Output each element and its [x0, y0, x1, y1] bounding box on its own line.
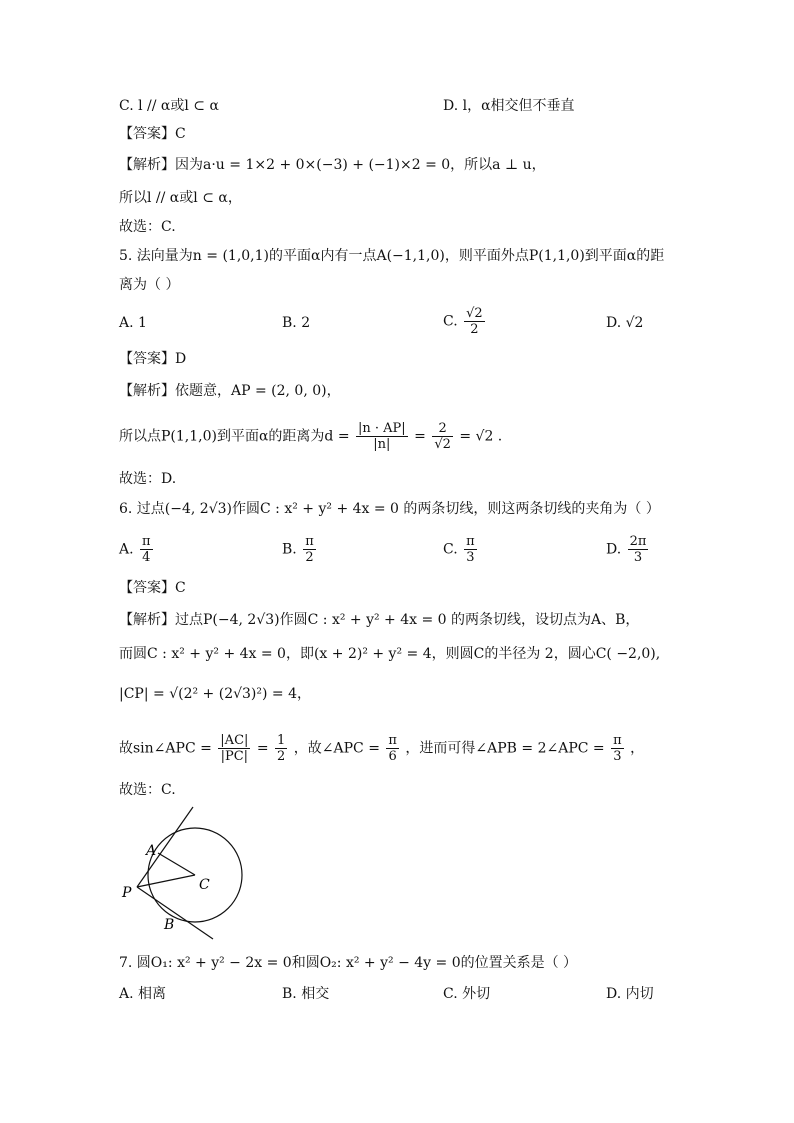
label-a: A — [146, 843, 157, 859]
q5-option-b: B. 2 — [282, 315, 311, 331]
q5-value-fraction — [432, 421, 453, 452]
q6-option-b-num: π — [305, 534, 314, 549]
q7-option-b: B. 相交 — [282, 986, 330, 1002]
q4-answer: 【答案】C — [119, 126, 186, 142]
q6-apc-fraction — [386, 733, 399, 764]
q5-stem-2: 离为（ ） — [119, 277, 180, 293]
q6-analysis-4-eq: = — [256, 740, 269, 757]
q6-option-c-den: 3 — [466, 550, 475, 565]
q6-half-den: 2 — [277, 749, 286, 764]
q6-option-c — [443, 534, 479, 565]
tangent-line-lower — [137, 887, 213, 939]
q5-distance-fraction — [356, 421, 408, 452]
q6-option-c-fraction — [464, 534, 477, 565]
q6-analysis-1: 【解析】过点P(−4, 2√3)作圆C : x² + y² + 4x = 0 的两条切线，设切点为A、B， — [119, 612, 640, 628]
q6-analysis-4-mid2: ，进而可得∠APB = 2∠APC = — [405, 740, 605, 757]
q6-option-d-num: 2π — [629, 534, 647, 549]
q4-option-c: C. l // α或l ⊂ α — [119, 98, 219, 114]
q5-conclusion: 故选：D. — [119, 471, 177, 487]
segment-pc — [137, 875, 195, 887]
q6-stem: 6. 过点(−4, 2√3)作圆C : x² + y² + 4x = 0 的两条切线，则这两条切线的夹角为（ ） — [119, 501, 660, 517]
q5-distance-den: |n| — [373, 437, 391, 452]
q5-option-c-den: 2 — [470, 322, 479, 337]
q6-option-b-fraction — [303, 534, 316, 565]
q6-option-c-label: C. — [443, 541, 458, 558]
q4-analysis-1: 【解析】因为a·u = 1×2 + 0×(−3) + (−1)×2 = 0，所以a ⊥ u， — [119, 157, 546, 173]
q4-conclusion: 故选：C. — [119, 219, 176, 235]
q6-option-c-num: π — [466, 534, 475, 549]
label-b: B — [164, 917, 175, 933]
q5-distance-num: |n · AP| — [358, 421, 406, 436]
q6-option-b — [282, 534, 318, 565]
q6-analysis-2: 而圆C : x² + y² + 4x = 0，即(x + 2)² + y² = 4，则圆C的半径为 2，圆心C( −2,0), — [119, 646, 661, 662]
q6-half-num: 1 — [277, 733, 286, 748]
label-c: C — [199, 877, 210, 893]
q6-apb-fraction — [611, 733, 624, 764]
q5-option-d: D. √2 — [606, 315, 644, 331]
q5-value-den: √2 — [434, 437, 451, 452]
q6-option-b-den: 2 — [305, 550, 314, 565]
q6-analysis-3: |CP| = √(2² + (2√3)²) = 4， — [119, 686, 312, 702]
q6-option-a-den: 4 — [142, 550, 151, 565]
q6-analysis-4-mid: ，故∠APC = — [293, 740, 380, 757]
q6-sin-num: |AC| — [220, 733, 249, 748]
q4-analysis-2: 所以l // α或l ⊂ α， — [119, 190, 242, 206]
q7-stem: 7. 圆O₁: x² + y² − 2x = 0和圆O₂: x² + y² − 4y = 0的位置关系是（ ） — [119, 955, 578, 971]
q7-option-a: A. 相离 — [119, 986, 167, 1002]
q6-analysis-4-pre: 故sin∠APC = — [119, 740, 212, 757]
q5-option-c-label: C. — [443, 313, 458, 330]
q6-sin-den: |PC| — [220, 749, 249, 764]
q5-option-a: A. 1 — [119, 315, 147, 331]
q6-option-a-label: A. — [119, 541, 134, 558]
q5-option-c-fraction — [464, 306, 485, 337]
q5-value-num: 2 — [432, 421, 453, 437]
q7-option-d: D. 内切 — [606, 986, 654, 1002]
q6-option-d-label: D. — [606, 541, 622, 558]
q5-analysis-2-post: = √2 . — [459, 428, 503, 445]
q5-analysis-1: 【解析】依题意，AP = (2, 0, 0)， — [119, 383, 341, 399]
q5-answer: 【答案】D — [119, 351, 187, 367]
q7-option-c: C. 外切 — [443, 986, 491, 1002]
q6-option-d-den: 3 — [633, 550, 643, 565]
q5-option-c — [443, 306, 487, 337]
q6-apb-num: π — [613, 733, 622, 748]
q5-analysis-2-eq: = — [414, 428, 426, 445]
q6-option-b-label: B. — [282, 541, 297, 558]
q6-apb-den: 3 — [613, 749, 622, 764]
q6-option-d-fraction — [628, 534, 649, 565]
q5-analysis-2-pre: 所以点P(1,1,0)到平面α的距离为d = — [119, 428, 350, 445]
q5-option-c-num: √2 — [466, 306, 483, 321]
q6-apc-den: 6 — [388, 749, 397, 764]
q6-analysis-4-post: ， — [630, 740, 645, 757]
q6-half-fraction — [275, 733, 287, 764]
q5-stem-1: 5. 法向量为n = (1,0,1)的平面α内有一点A(−1,1,0)，则平面外点P(1,1,0)到平面α的距 — [119, 248, 665, 264]
tangent-circle-figure — [115, 805, 255, 940]
q4-option-d: D. l，α相交但不垂直 — [443, 98, 575, 114]
q6-option-a — [119, 534, 155, 565]
q6-option-a-fraction — [140, 534, 153, 565]
segment-ac — [158, 853, 195, 875]
label-p: P — [122, 885, 132, 901]
q6-option-a-num: π — [142, 534, 151, 549]
q6-conclusion: 故选：C. — [119, 782, 176, 798]
q6-apc-num: π — [388, 733, 397, 748]
q6-option-d — [606, 534, 650, 565]
q6-answer: 【答案】C — [119, 580, 186, 596]
q5-analysis-2 — [119, 421, 502, 452]
q6-sin-fraction — [218, 733, 250, 764]
q6-analysis-4 — [119, 733, 644, 764]
